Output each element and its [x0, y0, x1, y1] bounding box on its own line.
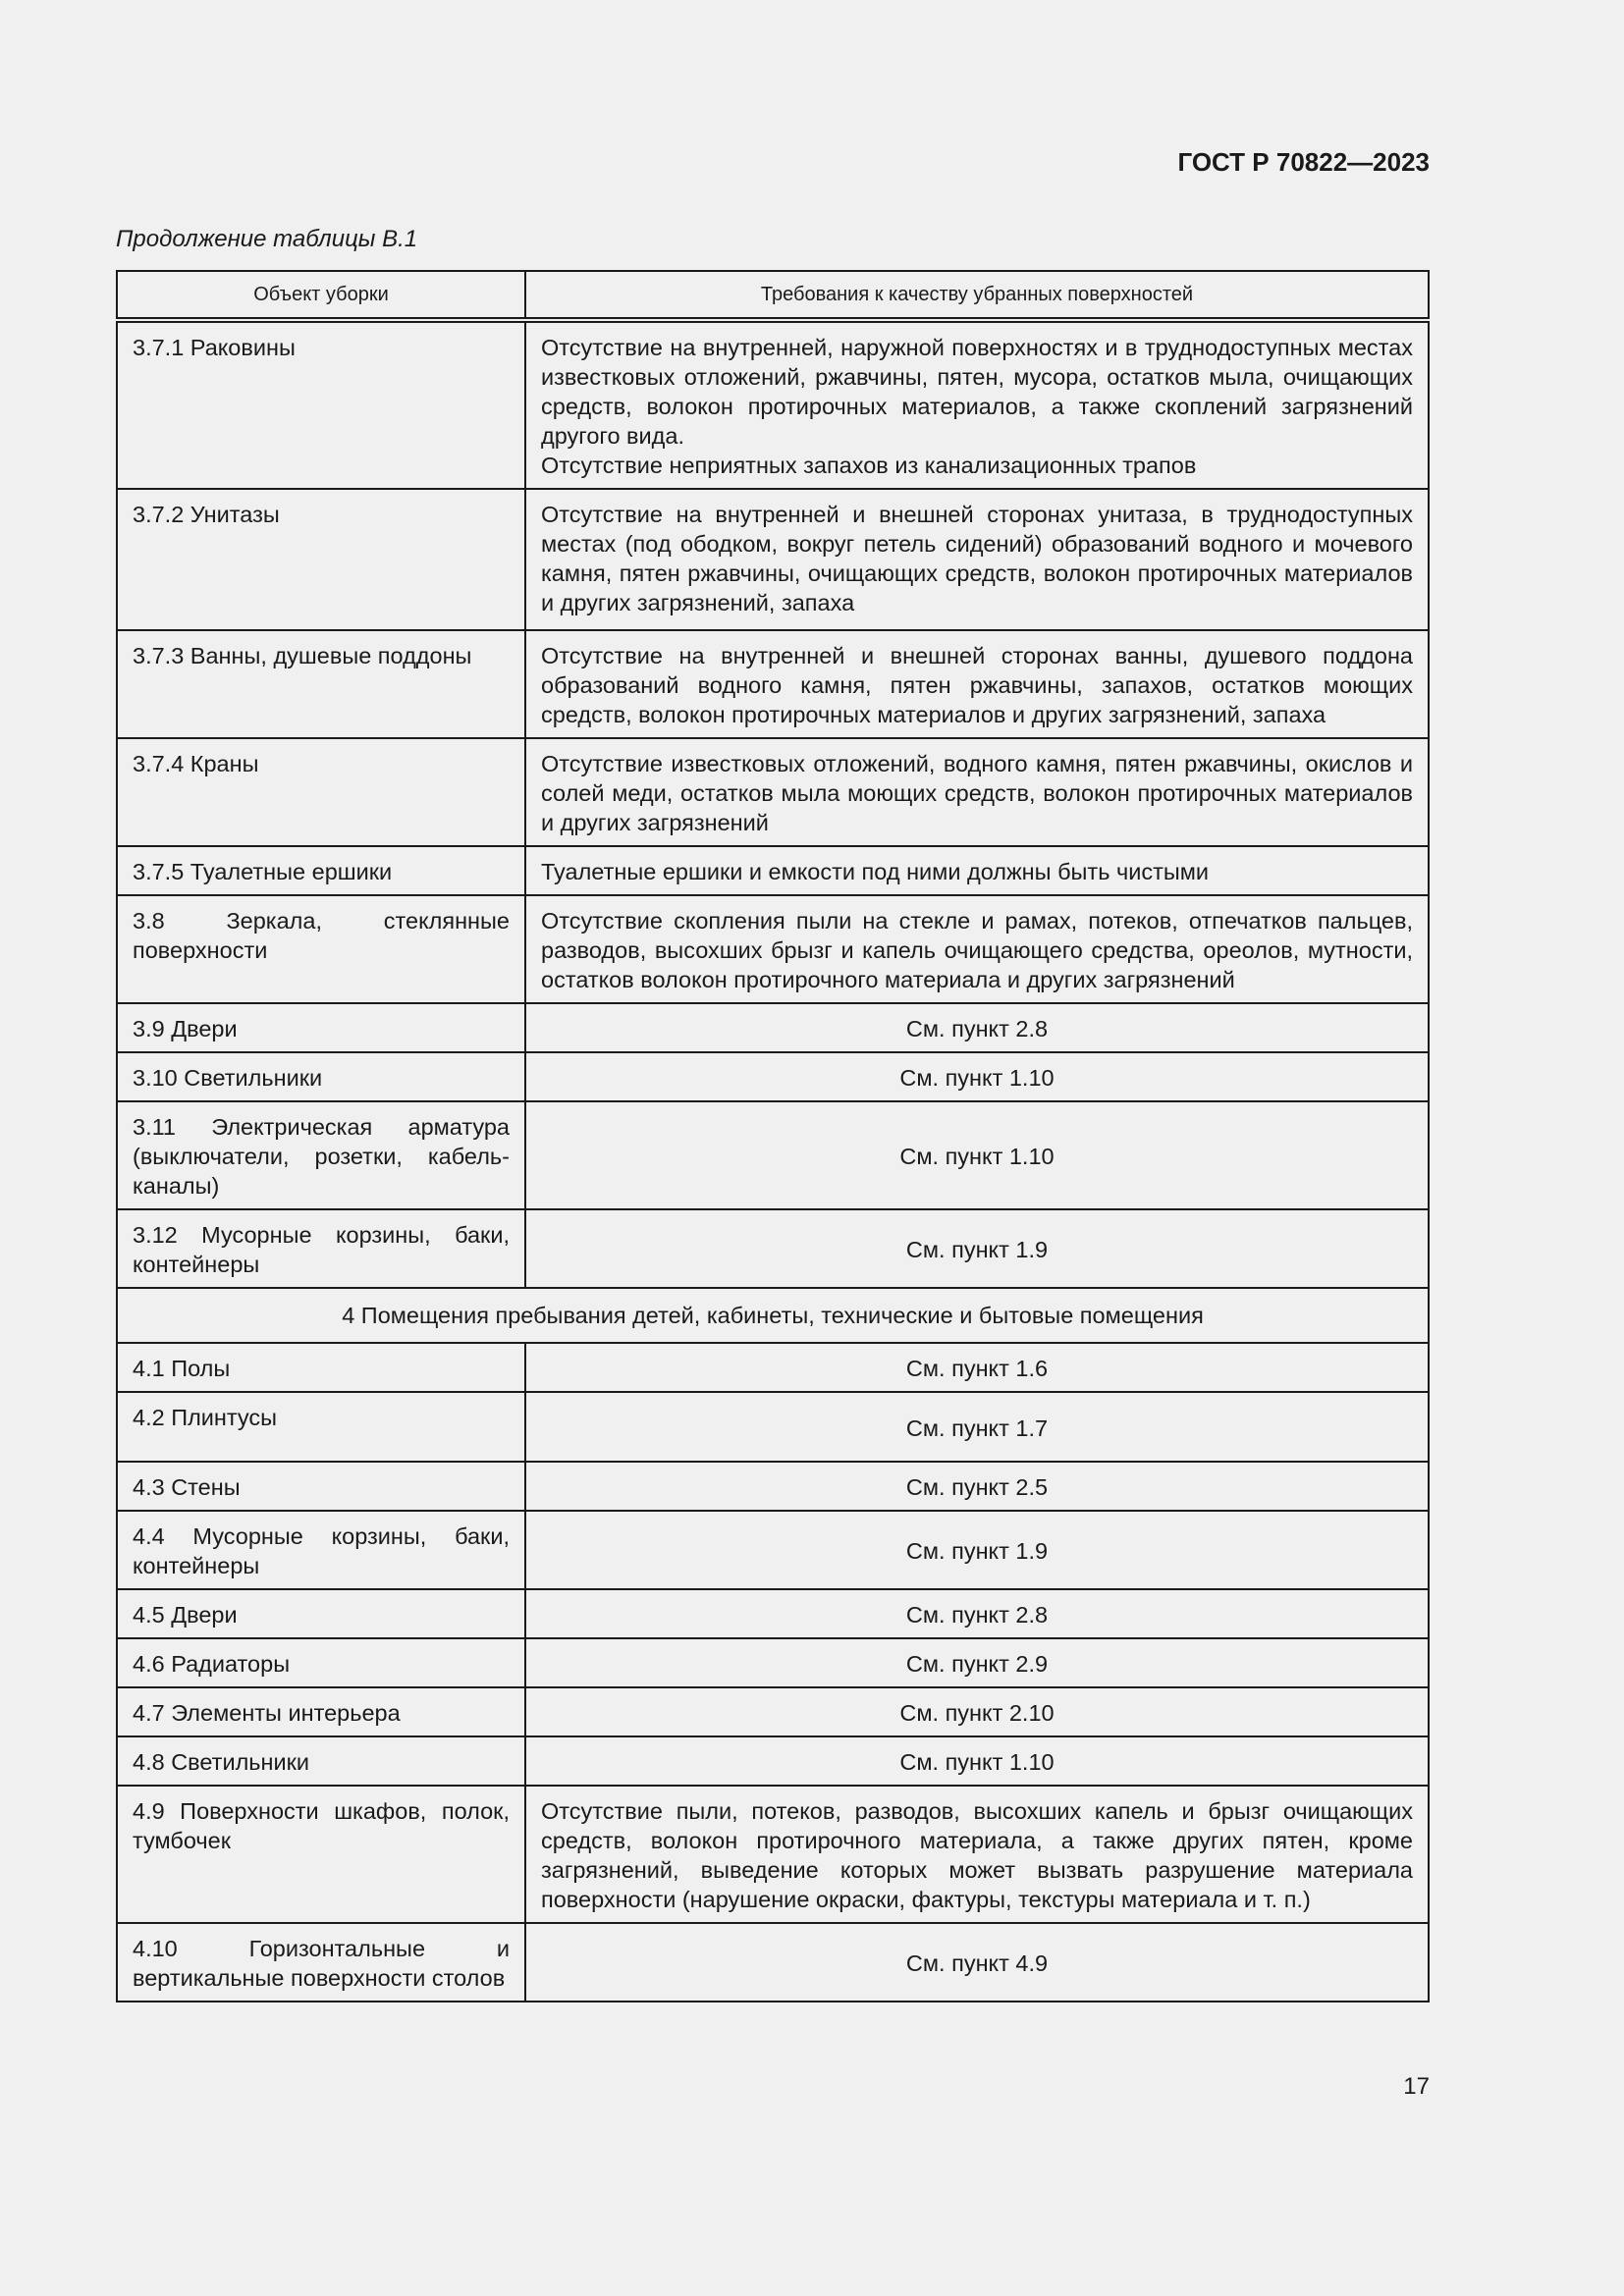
table-row — [117, 1343, 1429, 1392]
requirements-table — [116, 270, 1430, 2002]
table-row — [117, 1786, 1429, 1923]
table-row — [117, 1638, 1429, 1687]
object-cell: 4.2 Плинтусы — [117, 1392, 525, 1462]
section-row — [117, 1288, 1429, 1343]
document-code: ГОСТ Р 70822—2023 — [1177, 147, 1430, 177]
object-cell: 4.8 Светильники — [117, 1736, 525, 1786]
table-row — [117, 1736, 1429, 1786]
object-cell: 4.1 Полы — [117, 1343, 525, 1392]
table-row — [117, 1052, 1429, 1101]
table-row — [117, 895, 1429, 1003]
object-cell: 4.3 Стены — [117, 1462, 525, 1511]
requirement-cell: Отсутствие скопления пыли на стекле и рамах, потеков, отпечатков пальцев, разводов, высохших брызг и капель очищающего средства, ореолов, мутности, остатков волокон протирочного материала и других загрязнений — [525, 895, 1429, 1003]
requirement-cell: Отсутствие известковых отложений, водного камня, пятен ржавчины, окислов и солей меди, остатков мыла моющих средств, волокон протирочных материалов и других загрязнений — [525, 738, 1429, 846]
object-cell: 4.5 Двери — [117, 1589, 525, 1638]
reference-cell: См. пункт 1.7 — [525, 1392, 1429, 1462]
table-row — [117, 1101, 1429, 1209]
reference-cell: См. пункт 4.9 — [525, 1923, 1429, 2002]
table-row — [117, 1462, 1429, 1511]
object-cell: 3.11 Электрическая арматура (выключатели, розетки, кабель-каналы) — [117, 1101, 525, 1209]
table-row — [117, 320, 1429, 489]
page-number: 17 — [1403, 2073, 1430, 2100]
reference-cell: См. пункт 1.6 — [525, 1343, 1429, 1392]
reference-cell: См. пункт 2.8 — [525, 1589, 1429, 1638]
object-cell: 4.7 Элементы интерьера — [117, 1687, 525, 1736]
reference-cell: См. пункт 2.8 — [525, 1003, 1429, 1052]
object-cell: 4.4 Мусорные корзины, баки, контейнеры — [117, 1511, 525, 1589]
table-row — [117, 1923, 1429, 2002]
object-cell: 3.8 Зеркала, стеклянные поверхности — [117, 895, 525, 1003]
requirement-text: Отсутствие неприятных запахов из канализационных трапов — [541, 453, 1197, 478]
reference-cell: См. пункт 2.5 — [525, 1462, 1429, 1511]
object-cell: 4.10 Горизонтальные и вертикальные поверхности столов — [117, 1923, 525, 2002]
reference-cell: См. пункт 2.9 — [525, 1638, 1429, 1687]
reference-cell: См. пункт 1.10 — [525, 1101, 1429, 1209]
requirement-cell: Отсутствие на внутренней и внешней сторонах ванны, душевого поддона образований водного камня, пятен ржавчины, запахов, остатков моющих средств, волокон протирочных материалов и других загрязнений, запаха — [525, 630, 1429, 738]
object-cell: 3.9 Двери — [117, 1003, 525, 1052]
object-cell: 3.12 Мусорные корзины, баки, контейнеры — [117, 1209, 525, 1288]
table-row — [117, 489, 1429, 630]
table-row — [117, 846, 1429, 895]
table-row — [117, 1687, 1429, 1736]
table-header-row — [117, 271, 1429, 320]
requirement-text: Отсутствие на внутренней, наружной поверхностях и в труднодоступных местах известковых отложений, ржавчины, пятен, мусора, остатков мыла, очищающих средств, волокон протирочных материалов, а также скоплений загрязнений другого вида. — [541, 335, 1413, 449]
reference-cell: См. пункт 1.10 — [525, 1052, 1429, 1101]
table-row — [117, 1209, 1429, 1288]
requirement-cell: Туалетные ершики и емкости под ними должны быть чистыми — [525, 846, 1429, 895]
table-row — [117, 1392, 1429, 1462]
column-header-object: Объект уборки — [117, 271, 525, 320]
object-cell: 3.10 Светильники — [117, 1052, 525, 1101]
reference-cell: См. пункт 1.9 — [525, 1209, 1429, 1288]
table-row — [117, 630, 1429, 738]
object-cell: 3.7.4 Краны — [117, 738, 525, 846]
table-row — [117, 738, 1429, 846]
section-heading: 4 Помещения пребывания детей, кабинеты, технические и бытовые помещения — [117, 1288, 1429, 1343]
table-caption: Продолжение таблицы В.1 — [116, 226, 418, 252]
object-cell: 3.7.1 Раковины — [117, 320, 525, 489]
requirement-cell: Отсутствие пыли, потеков, разводов, высохших капель и брызг очищающих средств, волокон протирочного материала, а также других пятен, кроме загрязнений, выведение которых может вызвать разрушение материала поверхности (нарушение окраски, фактуры, текстуры материала и т. п.) — [525, 1786, 1429, 1923]
object-cell: 3.7.3 Ванны, душевые поддоны — [117, 630, 525, 738]
object-cell: 3.7.5 Туалетные ершики — [117, 846, 525, 895]
reference-cell: См. пункт 2.10 — [525, 1687, 1429, 1736]
table-row — [117, 1589, 1429, 1638]
requirement-cell — [525, 320, 1429, 489]
table-row — [117, 1511, 1429, 1589]
column-header-requirements: Требования к качеству убранных поверхностей — [525, 271, 1429, 320]
object-cell: 4.9 Поверхности шкафов, полок, тумбочек — [117, 1786, 525, 1923]
reference-cell: См. пункт 1.10 — [525, 1736, 1429, 1786]
reference-cell: См. пункт 1.9 — [525, 1511, 1429, 1589]
object-cell: 3.7.2 Унитазы — [117, 489, 525, 630]
object-cell: 4.6 Радиаторы — [117, 1638, 525, 1687]
requirement-cell: Отсутствие на внутренней и внешней сторонах унитаза, в труднодоступных местах (под ободком, вокруг петель сидений) образований водного и мочевого камня, пятен ржавчины, очищающих средств, волокон протирочных материалов и других загрязнений, запаха — [525, 489, 1429, 630]
table-row — [117, 1003, 1429, 1052]
